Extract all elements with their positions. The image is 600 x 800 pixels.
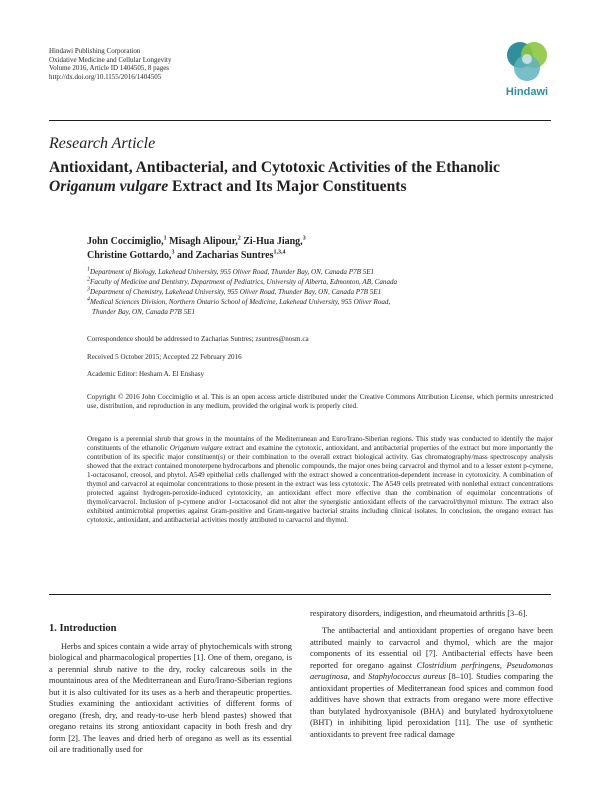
publisher-name: Hindawi Publishing Corporation: [49, 47, 141, 55]
hindawi-logo: [498, 38, 556, 104]
body-column-right: [310, 608, 553, 740]
hindawi-logo-icon: [498, 38, 556, 86]
title-part1: Antioxidant, Antibacterial, and Cytotoxic Activities of the Ethanolic: [49, 159, 500, 176]
copyright-notice: Copyright © 2016 John Coccimiglio et al. This is an open access article distributed under the Creative Commons Attribution License, which permits unrestricted use, distribution, and reproduction in any medium, provided the original work is properly cited.: [87, 393, 553, 410]
title-part2: Extract and Its Major Constituents: [168, 178, 407, 195]
article-title: [49, 158, 559, 196]
author-4-affil: 3: [171, 249, 175, 256]
abstract: [87, 435, 553, 525]
author-list: [87, 235, 527, 262]
abstract-text-1: Oregano is a perennial shrub that grows in the mountains of the Mediterranean and Euro/Irano-Siberian regions. This study was conducted to identify the major constituents of the ethanolic: [87, 435, 553, 452]
affiliation-1: $^1$Department of Biology, Lakehead University, 955 Oliver Road, Thunder Bay, ON, Canada P7B 5E1: [87, 266, 375, 276]
academic-editor: Academic Editor: Hesham A. El Enshasy: [87, 370, 205, 378]
body-column-left: [49, 641, 292, 756]
affiliation-2: $^2$Faculty of Medicine and Dentistry, Department of Pediatrics, University of Alberta, Edmonton, AB, Canada: [87, 276, 398, 286]
author-1-affil: 1: [163, 235, 167, 242]
author-4: Christine Gottardo,: [87, 249, 172, 261]
abstract-text-2: extract and examine the cytotoxic, antioxidant, and antibacterial properties of the extract but more importantly the contribution of its specific major constituent(s) or their combination to the overall extract biological activity. Gas chromatography/mass spectroscopy analysis showed that the extract contained monoterpene hydrocarbons and phenolic compounds, the major ones being carvacrol and thymol and to a lesser extent p-cymene, 1-octacosanol, creosol, and phytol. A549 epithelial cells challenged with the extract showed a concentration-dependent increase in cytotoxicity. A combination of thymol and carvacrol at equimolar concentrations to those present in the extract was less cytotoxic. The A549 cells pretreated with nonlethal extract concentrations protected against hydrogen-peroxide-induced cytotoxicity, an antioxidant effect more effective than the combination of equimolar concentrations of thymol/carvacrol. Inclusion of p-cymene and/or 1-octacosanol did not alter the synergistic antioxidant effects of the carvacrol/thymol mixture. The extract also exhibited antimicrobial properties against Gram-positive and Gram-negative bacterial strains including clinical isolates. In conclusion, the oregano extract has cytotoxic, antioxidant, and antibacterial activities mostly attributed to carvacrol and thymol.: [87, 444, 554, 524]
col2-paragraph-1: respiratory disorders, indigestion, and rheumatoid arthritis [3–6].: [310, 609, 528, 618]
author-2-affil: 2: [237, 235, 241, 242]
affiliation-3: $^3$Department of Chemistry, Lakehead University, 955 Oliver Road, Thunder Bay, ON, Canada P7B 5E1: [87, 286, 382, 296]
author-1: John Coccimiglio,: [87, 236, 164, 247]
journal-name: Oxidative Medicine and Cellular Longevity: [49, 55, 172, 64]
author-2: Misagh Alipour,: [166, 236, 238, 247]
doi-link[interactable]: http://dx.doi.org/10.1155/2016/1404505: [49, 72, 162, 81]
header-rule: [49, 120, 551, 121]
correspondence: Correspondence should be addressed to Zacharias Suntres; zsuntres@nosm.ca: [87, 335, 309, 343]
col2-paragraph-2: The antibacterial and antioxidant properties of oregano have been attributed mainly to carvacrol and thymol, which are the major components of its essential oil [7]. Antibacterial effects have been reported for oregano against Clostridium perfringens, Pseudomonas aeruginosa, and Staphylococcus aureus [8–10]. Studies comparing the antioxidant properties of Mediterranean food spices and common food additives have shown that extracts from oregano were more effective than butylated hydroxyanisole (BHA) and butylated hydroxytoluene (BHT) in inhibiting lipid peroxidation [11]. The use of synthetic antioxidants to prevent free radical damage: [310, 626, 553, 739]
article-type: Research Article: [49, 135, 156, 152]
author-5-affil: 1,3,4: [273, 249, 286, 256]
author-3: Zi-Hua Jiang,: [240, 236, 303, 247]
affiliation-4-cont: Thunder Bay, ON, Canada P7B 5E1: [92, 307, 196, 316]
received-dates: Received 5 October 2015; Accepted 22 February 2016: [87, 353, 242, 361]
abstract-species: Origanum vulgare: [169, 444, 223, 452]
abstract-rule: [49, 594, 551, 595]
col1-paragraph: Herbs and spices contain a wide array of phytochemicals with strong biological and pharmacological properties [1]. One of them, oregano, is a perennial shrub native to the dry, rocky calcareous soils in the mountainous area of the Mediterranean and Euro/Irano-Siberian regions but it is also cultivated for its uses as a herb and therapeutic properties. Studies examining the antioxidant activities of different forms of oregano (fresh, dry, and ready-to-use herb blend pastes) showed that oregano retains its strong antioxidant capacity in both fresh and dry form [2]. The leaves and dried herb of oregano as well as its essential oil are traditionally used for: [49, 642, 292, 755]
section-heading: 1. Introduction: [49, 623, 117, 634]
title-species: Origanum vulgare: [49, 178, 169, 195]
logo-text: Hindawi: [505, 86, 549, 98]
affiliations: [87, 268, 557, 318]
journal-header: [49, 47, 171, 81]
volume-info: Volume 2016, Article ID 1404505, 8 pages: [49, 64, 170, 73]
affiliation-4: $^4$Medical Sciences Division, Northern Ontario School of Medicine, Lakehead University, 955 Oliver Road,: [87, 296, 391, 306]
author-5: and Zacharias Suntres: [174, 249, 274, 261]
author-3-affil: 3: [302, 235, 306, 242]
